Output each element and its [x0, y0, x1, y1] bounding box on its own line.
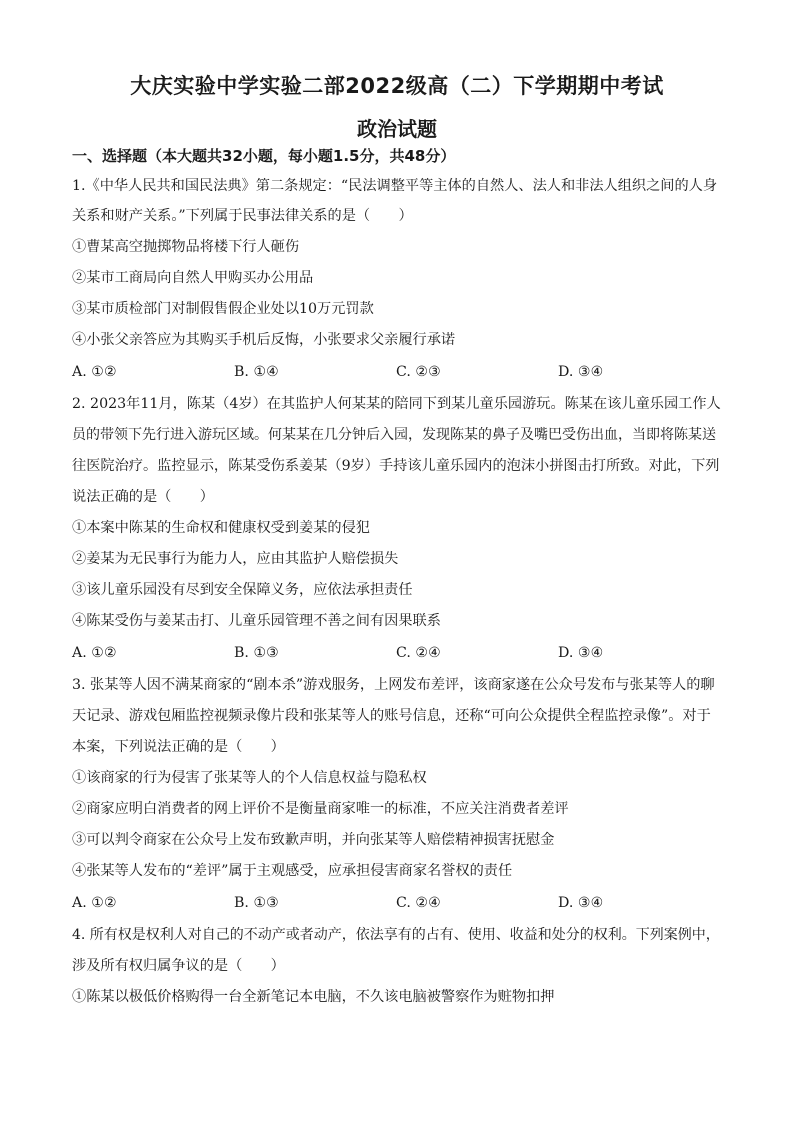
question-3-statement-2: ②商家应明白消费者的网上评价不是衡量商家唯一的标准，不应关注消费者差评: [72, 801, 569, 817]
question-3-option-c[interactable]: C. ②④: [396, 895, 441, 911]
question-1-option-c[interactable]: C. ②③: [396, 364, 441, 380]
question-3-stem-line-1: 3. 张某等人因不满某商家的“剧本杀”游戏服务，上网发布差评，该商家遂在公众号发布与张某等人的聊: [72, 677, 715, 693]
question-1-statement-4: ④小张父亲答应为其购买手机后反悔，小张要求父亲履行承诺: [72, 332, 456, 348]
question-2-option-b[interactable]: B. ①③: [234, 645, 279, 661]
exam-subtitle: 政治试题: [357, 117, 437, 141]
question-3-stem-line-3: 本案，下列说法正确的是（ ）: [72, 739, 285, 755]
question-2-stem-line-1: 2. 2023年11月，陈某（4岁）在其监护人何某某的陪同下到某儿童乐园游玩。陈某在该儿童乐园工作人: [72, 396, 721, 412]
question-4-stem-line-2: 涉及所有权归属争议的是（ ）: [72, 958, 285, 974]
question-2-stem-line-3: 往医院治疗。监控显示，陈某受伤系姜某（9岁）手持该儿童乐园内的泡沫小拼图击打所致。对此，下列: [72, 458, 720, 474]
question-2-stem-line-2: 员的带领下先行进入游玩区域。何某某在几分钟后入园，发现陈某的鼻子及嘴巴受伤出血，当即将陈某送: [72, 427, 716, 443]
question-2-statement-4: ④陈某受伤与姜某击打、儿童乐园管理不善之间有因果联系: [72, 613, 441, 629]
question-3-statement-3: ③可以判令商家在公众号上发布致歉声明，并向张某等人赔偿精神损害抚慰金: [72, 832, 555, 848]
question-3-option-b[interactable]: B. ①③: [234, 895, 279, 911]
question-3-statement-4: ④张某等人发布的“差评”属于主观感受，应承担侵害商家名誉权的责任: [72, 863, 513, 879]
question-2-option-d[interactable]: D. ③④: [558, 645, 604, 661]
question-1-statement-2: ②某市工商局向自然人甲购买办公用品: [72, 270, 314, 286]
question-3-statement-1: ①该商家的行为侵害了张某等人的个人信息权益与隐私权: [72, 770, 427, 786]
question-1-statement-3: ③某市质检部门对制假售假企业处以10万元罚款: [72, 301, 374, 317]
question-1-statement-1: ①曹某高空抛掷物品将楼下行人砸伤: [72, 239, 300, 255]
question-3-option-d[interactable]: D. ③④: [558, 895, 604, 911]
question-1-stem-line-1: 1.《中华人民共和国民法典》第二条规定：“民法调整平等主体的自然人、法人和非法人组织之间的人身: [72, 178, 718, 194]
question-2-statement-2: ②姜某为无民事行为能力人，应由其监护人赔偿损失: [72, 551, 399, 567]
question-4-statement-1: ①陈某以极低价格购得一台全新笔记本电脑，不久该电脑被警察作为赃物扣押: [72, 989, 555, 1005]
question-2-option-c[interactable]: C. ②④: [396, 645, 441, 661]
section-heading: 一、选择题（本大题共32小题，每小题1.5分，共48分）: [72, 147, 456, 165]
question-2-stem-line-4: 说法正确的是（ ）: [72, 489, 214, 505]
question-1-option-a[interactable]: A. ①②: [72, 364, 117, 380]
exam-title: 大庆实验中学实验二部2022级高（二）下学期期中考试: [130, 74, 664, 98]
question-3-option-a[interactable]: A. ①②: [72, 895, 117, 911]
question-2-statement-3: ③该儿童乐园没有尽到安全保障义务，应依法承担责任: [72, 582, 413, 598]
question-1-option-b[interactable]: B. ①④: [234, 364, 279, 380]
question-4-stem-line-1: 4. 所有权是权利人对自己的不动产或者动产，依法享有的占有、使用、收益和处分的权利。下列案例中，: [72, 927, 720, 943]
question-2-option-a[interactable]: A. ①②: [72, 645, 117, 661]
question-2-statement-1: ①本案中陈某的生命权和健康权受到姜某的侵犯: [72, 520, 370, 536]
question-1-option-d[interactable]: D. ③④: [558, 364, 604, 380]
question-1-stem-line-2: 关系和财产关系。”下列属于民事法律关系的是（ ）: [72, 208, 413, 224]
question-3-stem-line-2: 天记录、游戏包厢监控视频录像片段和张某等人的账号信息，还称“可向公众提供全程监控录像”。对于: [72, 708, 711, 724]
